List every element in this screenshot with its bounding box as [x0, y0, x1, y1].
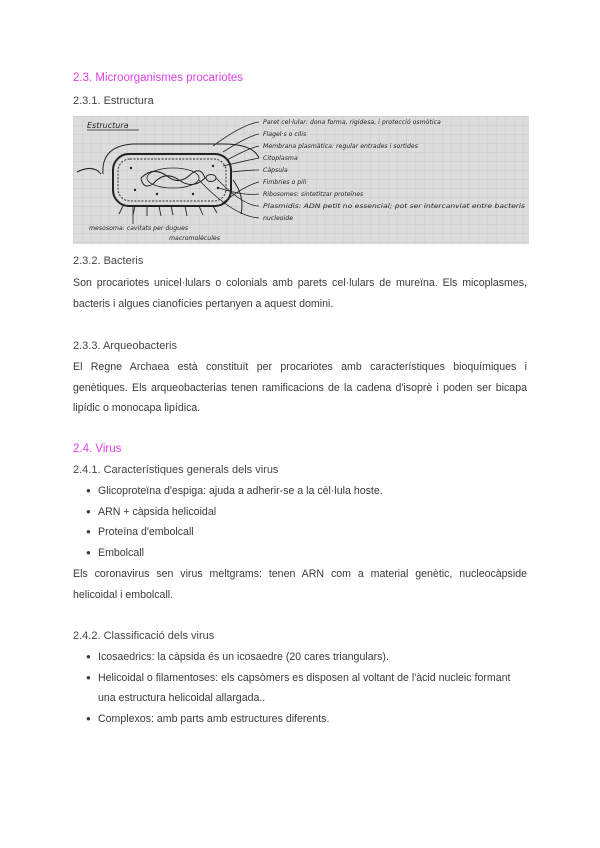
figure-label: Membrana plasmàtica: regular entrades i sortides	[263, 143, 418, 150]
figure-label: Citoplasma	[263, 155, 298, 162]
figure-label-macromolecules: macromolècules	[169, 235, 220, 242]
heading-procariotes: 2.3. Microorganismes procariotes	[73, 72, 244, 84]
figure-label-mesosoma: mesosoma: cavitats per dugues	[89, 225, 189, 232]
virus-classification-list	[73, 647, 527, 729]
figure-label: Ribosomes: sintetitzar proteïnes	[263, 191, 364, 198]
figure-heading: Estructura	[87, 121, 129, 130]
figure-label: Flagel·s o cilis	[263, 131, 307, 138]
ribosome	[130, 167, 132, 169]
figure-label: Paret cel·lular: dona forma, rigidesa, i protecció osmòtica	[263, 119, 441, 126]
heading-bacteris: 2.3.2. Bacteris	[73, 255, 144, 267]
bacteris-paragraph: Son procariotes unicel·lulars o colonials amb parets cel·lulars de mureïna. Els micoplasmes, bacteris i algues cianofícies pertanyen a aquest domini.	[73, 277, 527, 310]
heading-caracteristiques: 2.4.1. Característiques generals dels virus	[73, 464, 279, 476]
figure-label: nucleoide	[263, 215, 294, 222]
figure-label: Fimbries o pili	[263, 179, 307, 186]
ribosome	[212, 165, 214, 167]
heading-classificacio: 2.4.2. Classificació dels virus	[73, 630, 215, 642]
list-item: ● Glicoproteïna d'espiga: ajuda a adherir-se a la cèl·lula hoste.	[73, 481, 527, 502]
ribosome	[217, 187, 219, 189]
list-item: ● Embolcall	[73, 543, 527, 564]
list-item: ● Complexos: amb parts amb estructures diferents.	[73, 709, 527, 730]
figure-label: Càpsula	[263, 167, 288, 174]
virus-features-list	[73, 481, 527, 563]
heading-estructura: 2.3.1. Estructura	[73, 95, 154, 107]
prokaryote-structure-figure	[73, 116, 529, 244]
heading-arqueobacteris: 2.3.3. Arqueobacteris	[73, 340, 177, 352]
ribosome	[192, 193, 194, 195]
list-item: ● ARN + càpsida helicoidal	[73, 502, 527, 523]
figure-label: Plasmidis: ADN petit no essencial; pot ser intercanviat entre bacteris	[263, 203, 477, 210]
ribosome	[134, 189, 136, 191]
ribosome	[156, 193, 158, 195]
coronavirus-paragraph: Els coronavirus sen virus meltgrams: tenen ARN com a material genètic, nucleocàpside helicoidal i embolcall.	[73, 568, 527, 601]
heading-virus: 2.4. Virus	[73, 443, 122, 455]
list-item: ● Proteïna d'embolcall	[73, 522, 527, 543]
prokaryote-diagram	[73, 116, 529, 244]
list-item: ● Icosaedrics: la càpsida és un icosaedre (20 cares triangulars).	[73, 647, 527, 668]
arqueobacteris-paragraph: El Regne Archaea està constituït per procariotes amb característiques bioquímiques i genètiques. Els arqueobacterias tenen ramificacions de la cadena d'isoprè i poden ser bicapa lipídic o monocapa lipídica.	[73, 361, 527, 414]
list-item: ● Helicoidal o filamentoses: els capsòmers es disposen al voltant de l'àcid nucleic formant una estructura helicoidal allargada..	[73, 668, 527, 709]
